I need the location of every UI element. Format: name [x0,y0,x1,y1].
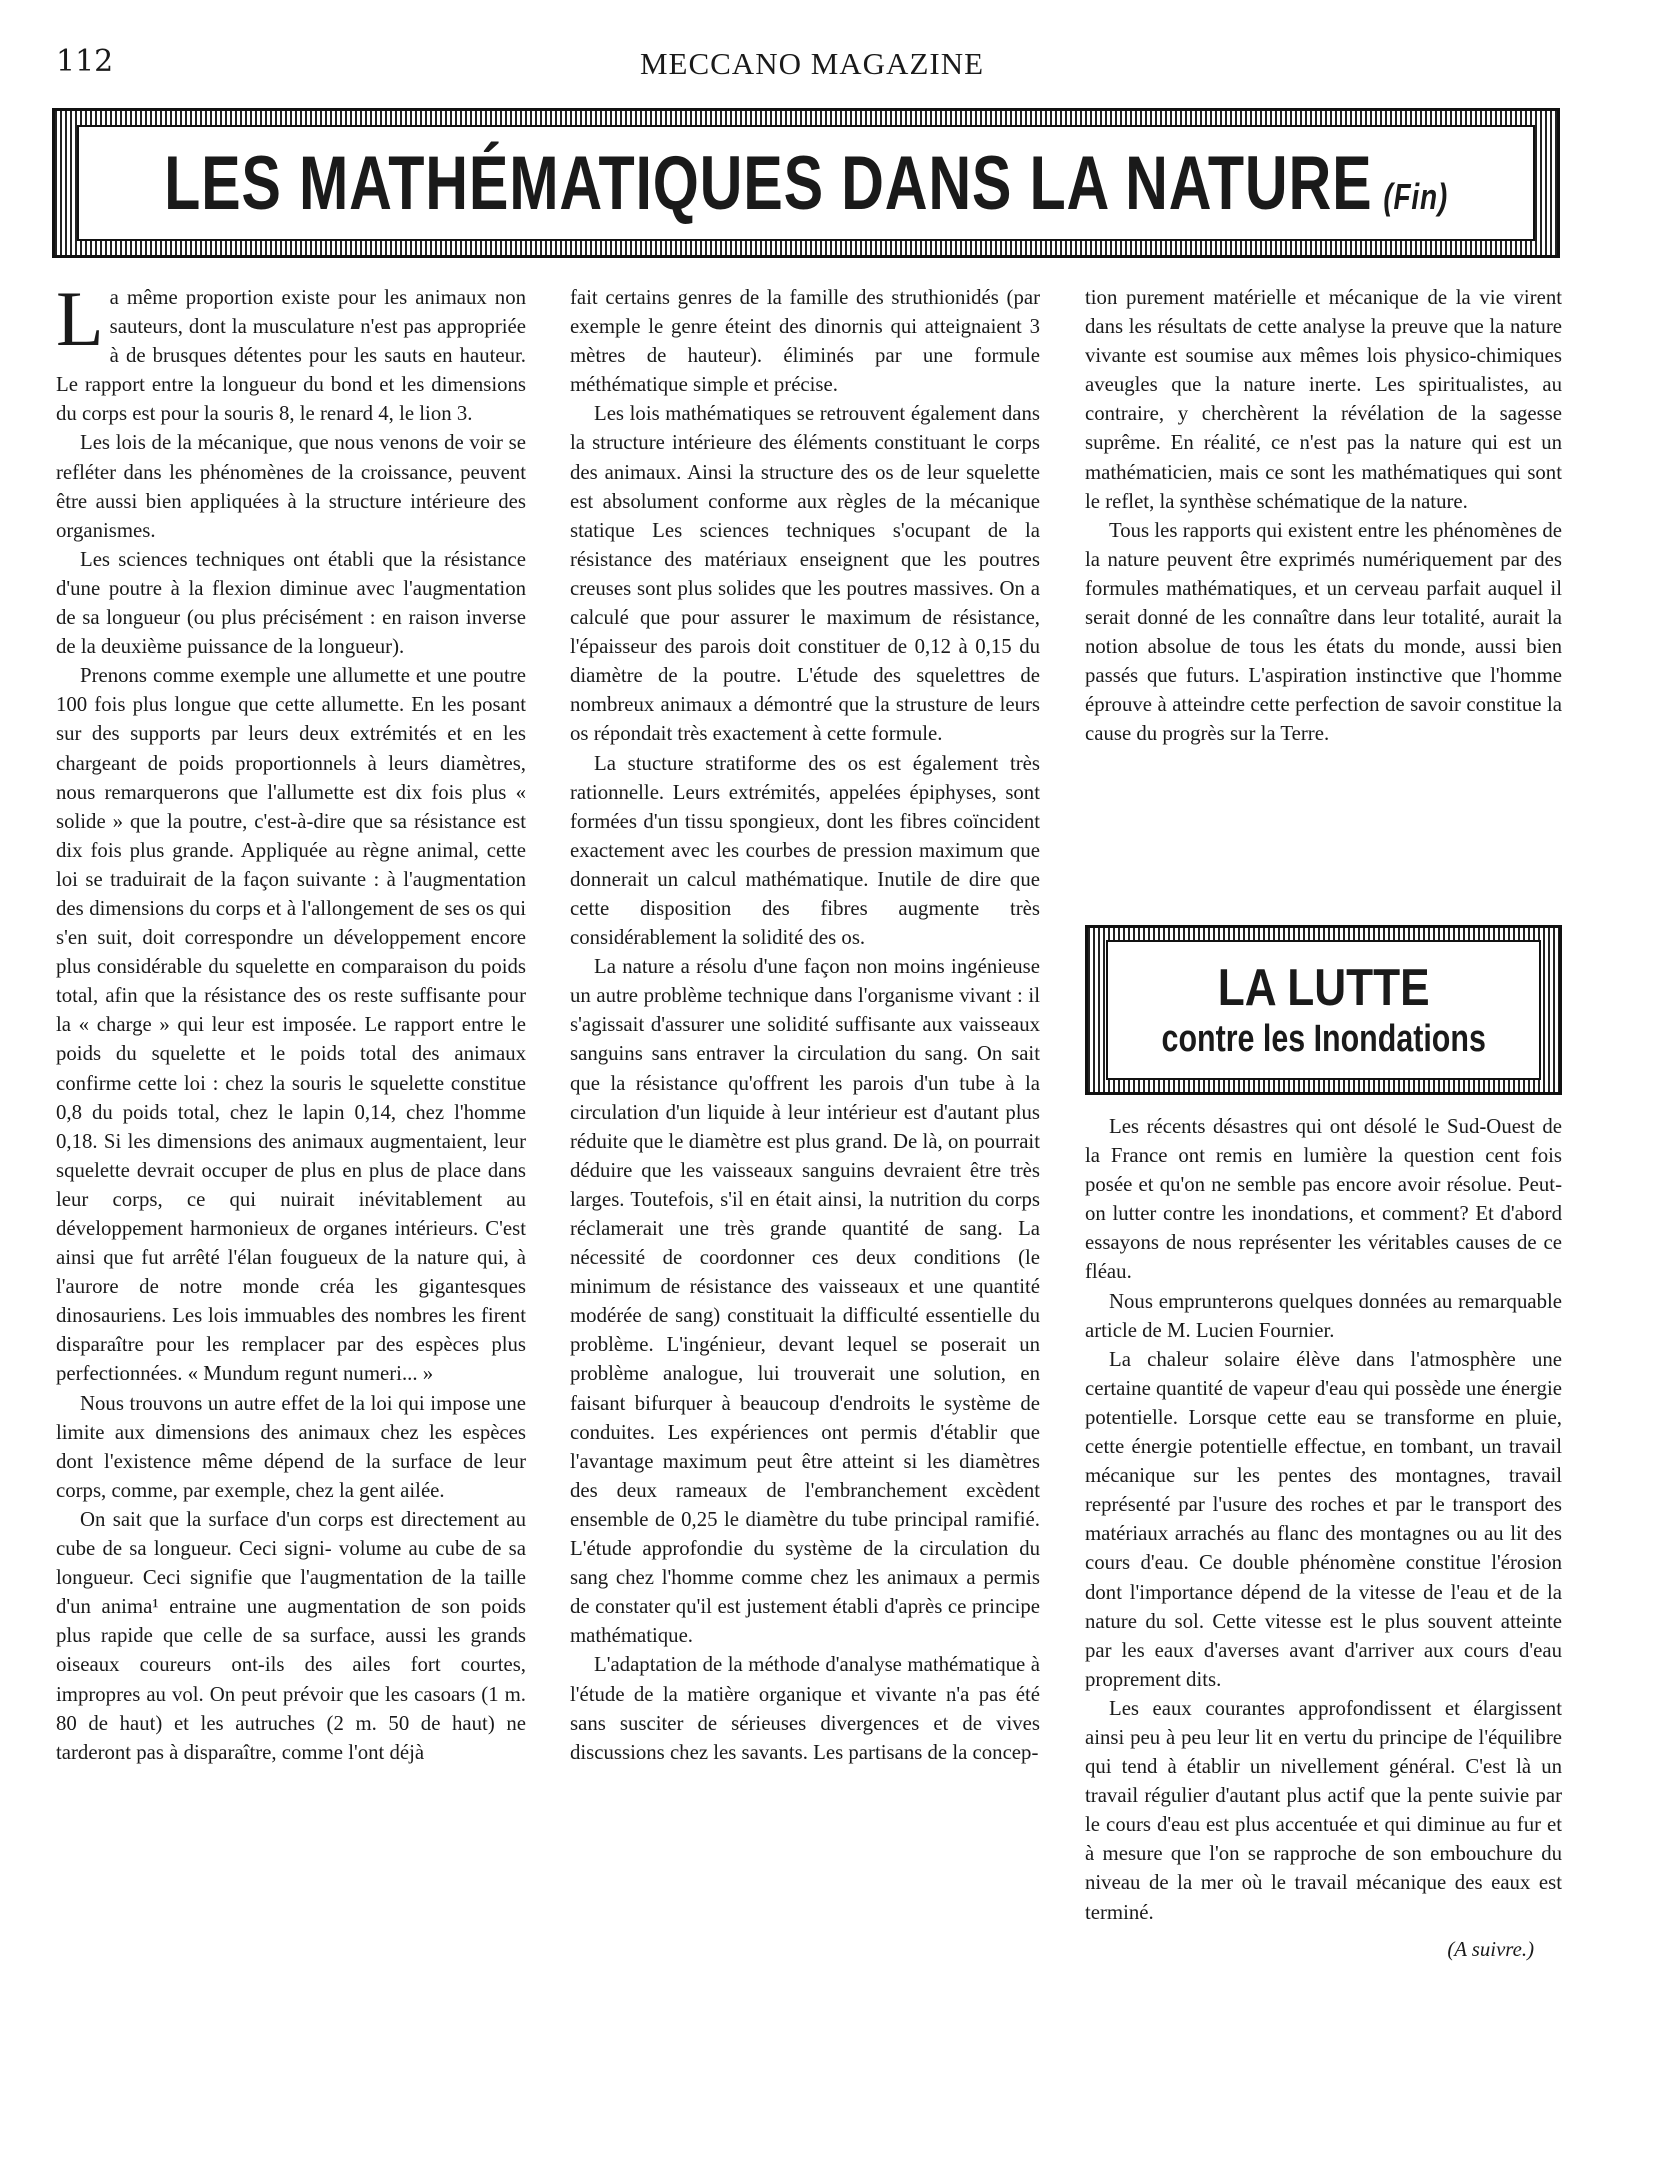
paragraph: On sait que la surface d'un corps est directement au cube de sa longueur. Ceci signi- volume au cube de sa longueur. Ceci signifie que l'augmentation de la taille d'un anima¹ entraine une augmentation de son poids plus rapide que celle de sa surface, aussi les grands oiseaux coureurs ont-ils des ailes fort courtes, impropres au vol. On peut prévoir que les casoars (1 m. 80 de haut) et les autruches (2 m. 50 de haut) ne tarderont pas à disparaître, comme l'ont déjà [56,1507,526,1764]
paragraph: Les eaux courantes approfondissent et élargissent ainsi peu à peu leur lit en vertu du principe de l'équilibre qui tend à établir un nivellement général. C'est là un travail régulier d'autant plus actif que la pente suivie par le cours d'eau est plus accentuée et qui diminue au fur et à mesure que l'on se rapproche de son embouchure du niveau de la mer où le travail mécanique des eaux est terminé. [1085,1696,1562,1924]
page-number: 112 [56,44,114,79]
article-title-suffix: (Fin) [1383,175,1448,217]
column-3 [1085,283,1562,749]
paragraph: tion purement matérielle et mécanique de la vie virent dans les résultats de cette analyse la preuve que la nature vivante est soumise aux mêmes lois physico-chimiques aveugles que la nature inerte. Les spiritualistes, au contraire, y cherchèrent la révélation de la sagesse suprême. En réalité, ce n'est pas la nature qui est un mathématicien, mais ce sont les mathématiques qui sont le reflet, la synthèse schématique de la nature. [1085,286,1562,513]
paragraph: Nous trouvons un autre effet de la loi qui impose une limite aux dimensions des animaux chez les espèces dont l'existence même dépend de la surface de leur corps, comme, par exemple, chez la gent ailée. [56,1391,526,1502]
column-1 [56,275,526,1767]
paragraph-text: a même proportion existe pour les animaux non sauteurs, dont la musculature n'est pas appropriée à de brusques détentes pour les sauts en hauteur. Le rapport entre la longueur du bond et les dimensions du corps est pour la souris 8, le renard 4, le lion 3. [56,286,526,426]
paragraph: Les lois mathématiques se retrouvent également dans la structure intérieure des éléments constituant le corps des animaux. Ainsi la structure des os de leur squelette est absolument conforme aux règles de la mécanique statique Les sciences techniques s'ocupant de la résistance des matériaux enseignent que les poutres creuses sont plus solides que les poutres massives. On a calculé que pour assurer le maximum de résistance, l'épaisseur des parois doit constituer de 0,12 à 0,15 du diamètre de la poutre. L'étude des squelettres de nombreux animaux a démontré que la strusture de leurs os répondait très exactement à cette formule. [570,402,1040,746]
article-title-text: LES MATHÉMATIQUES DANS LA NATURE [164,140,1373,226]
paragraph: Les lois de la mécanique, que nous venons de voir se refléter dans les phénomènes de la croissance, peuvent être aussi bien appliquées à la structure intérieure des organismes. [56,431,526,542]
paragraph: Prenons comme exemple une allumette et une poutre 100 fois plus longue que cette allumette. En les posant sur des supports par leurs deux extrémités et en les chargeant de poids proportionnels à leurs diamètres, nous remarquerons que l'allumette est dix fois plus « solide » que la poutre, c'est-à-dire que sa résistance est dix fois plus grande. Appliquée au règne animal, cette loi se traduirait de la façon suivante : à l'augmentation des dimensions du corps et à l'allongement de ses os qui s'en suit, doit correspondre un développement encore plus considérable du squelette en comparaison du poids total, afin que la résistance des os reste suffisante pour la « charge » qui leur est imposée. Le rapport entre le poids du squelette et le poids total des animaux confirme cette loi : chez la souris le squelette constitue 0,8 du poids total, chez le lapin 0,14, chez l'homme 0,18. Si les dimensions des animaux augmentaient, leur squelette devrait occuper de plus en plus de place dans leur corps, ce qui nuirait inévitablement au développement harmonieux de organes intérieurs. C'est ainsi que fut arrêté l'élan fougueux de la nature qui, à l'aurore de notre monde créa les gigantesques dinosauriens. Les lois immuables des nombres les firent disparaître pour les remplacer par des espèces plus perfectionnées. « Mundum regunt numeri... » [56,664,526,1386]
drop-cap: L [56,275,104,362]
secondary-article-title-panel [1106,940,1541,1080]
paragraph: fait certains genres de la famille des struthionidés (par exemple le genre éteint des dinornis qui atteignaient 3 mètres de hauteur). éliminés par une formule méthématique simple et précise. [570,286,1040,397]
paragraph: L'adaptation de la méthode d'analyse mathématique à l'étude de la matière organique et vivante n'a pas été sans susciter de sérieuses divergences et de vives discussions chez les savants. Les partisans de la concep- [570,1653,1040,1764]
paragraph: La stucture stratiforme des os est également très rationnelle. Leurs extrémités, appelées épiphyses, sont formées d'un tissu spongieux, dont les fibres coïncident exactement avec les courbes de pression maximum que donnerait un calcul mathématique. Inutile de dire que cette disposition des fibres augmente très considérablement la solidité des os. [570,751,1040,950]
paragraph: Les récents désastres qui ont désolé le Sud-Ouest de la France ont remis en lumière la question cent fois posée et qu'on ne semble pas encore avoir résolue. Peut-on lutter contre les inondations, et comment? Et d'abord essayons de nous représenter les véritables causes de ce fléau. [1085,1115,1562,1284]
article-title-frame [52,108,1560,258]
paragraph: Tous les rapports qui existent entre les phénomènes de la nature peuvent être exprimés numériquement par des formules mathématiques, et un cerveau parfait auquel il serait donné de les connaître dans leur totalité, aurait la notion absolue de tous les états du monde, aussi bien passés que futurs. L'aspiration instinctive que l'homme éprouve à atteindre cette perfection de savoir constitue la cause du progrès sur la Terre. [1085,518,1562,746]
column-2 [570,283,1040,1767]
article-title-panel [77,125,1535,241]
paragraph [56,275,526,428]
secondary-article-title-frame [1085,925,1562,1095]
secondary-article-subtitle: contre les Inondations [1161,1018,1486,1060]
to-be-continued: (A suivre.) [1447,1937,1534,1961]
running-head [56,44,1568,84]
column-3-lower [1085,1112,1562,1964]
paragraph: Nous emprunterons quelques données au remarquable article de M. Lucien Fournier. [1085,1289,1562,1342]
secondary-article-title: LA LUTTE [1217,959,1430,1017]
article-title [164,140,1448,227]
paragraph: La chaleur solaire élève dans l'atmosphère une certaine quantité de vapeur d'eau qui possède une énergie potentielle. Lorsque cette eau se transforme en pluie, cette énergie potentielle effectue, en tombant, un travail mécanique sur les pentes des montagnes, travail représenté par l'usure des roches et par le transport des matériaux arrachés au flanc des montagnes ou au lit des cours d'eau. Ce double phénomène constitue l'érosion dont l'importance dépend de la vitesse de l'eau et de la nature du sol. Cette vitesse est le plus souvent atteinte par les eaux d'averses avant d'arriver aux cours d'eau proprement dits. [1085,1347,1562,1691]
magazine-name: MECCANO MAGAZINE [639,46,985,81]
paragraph: La nature a résolu d'une façon non moins ingénieuse un autre problème technique dans l'organisme vivant : il s'agissait d'assurer une solidité suffisante aux vaisseaux sanguins sans entraver la circulation du sang. On sait que la résistance qu'offrent les parois d'un tube à la circulation d'un liquide à leur intérieur est d'autant plus réduite que le diamètre est plus grand. De là, on pourrait déduire que les vaisseaux sanguins devraient être très larges. Toutefois, s'il en était ainsi, la nutrition du corps réclamerait une très grande quantité de sang. La nécessité de coordonner ces deux conditions (le minimum de résistance des vaisseaux et une quantité modérée de sang) constituait la difficulté essentielle du problème. L'ingénieur, devant lequel se poserait un problème analogue, lui trouverait une solution, en faisant bifurquer à beaucoup d'endroits le système de conduites. Les expériences ont permis d'établir que l'avantage maximum peut être atteint si les diamètres des deux rameaux de l'embranchement excèdent ensemble de 0,25 le diamètre du tube principal ramifié. L'étude approfondie du système de la circulation du sang chez l'homme comme chez les animaux a permis de constater qu'il est justement établi d'après ce principe mathématique. [570,955,1040,1648]
paragraph: Les sciences techniques ont établi que la résistance d'une poutre à la flexion diminue avec l'augmentation de sa longueur (ou plus précisément : en raison inverse de la deuxième puissance de la longueur). [56,547,526,659]
